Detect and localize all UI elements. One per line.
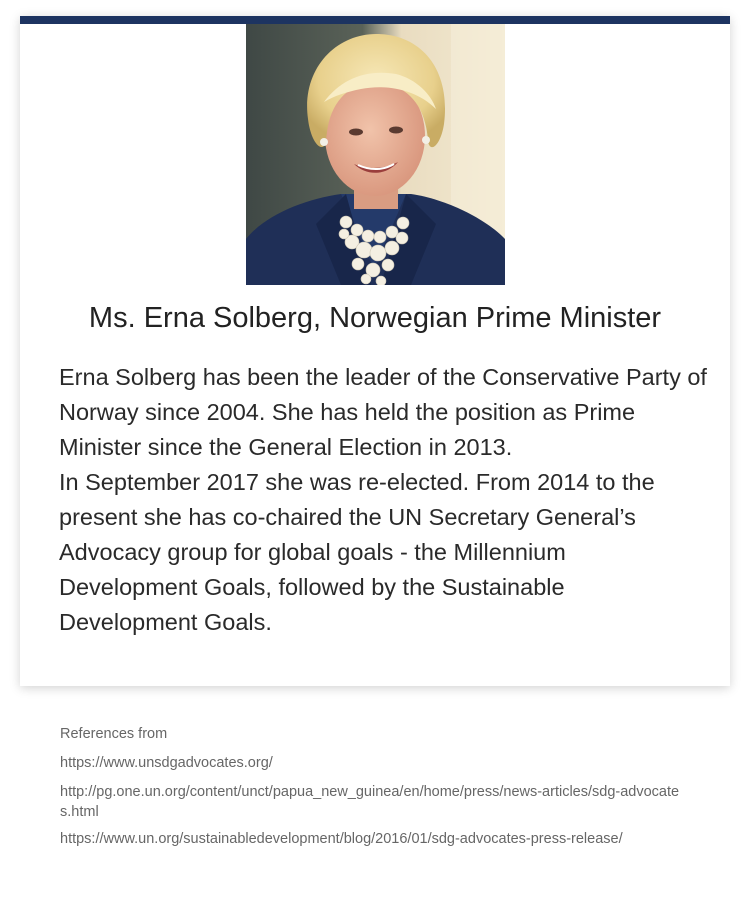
reference-link-un-press-release[interactable]: https://www.un.org/sustainabledevelopment/blog/2016/01/sdg-advocates-press-release/ (60, 831, 623, 847)
profile-title: Ms. Erna Solberg, Norwegian Prime Minister (88, 302, 662, 334)
profile-card (20, 16, 730, 686)
portrait-photo (246, 24, 505, 285)
bio-paragraph: Erna Solberg has been the leader of the Conservative Party of Norway since 2004. She has held the position as Prime Minister since the General Election in 2013. (59, 364, 707, 460)
bio-paragraph: In September 2017 she was re-elected. From 2014 to the present she has co-chaired the UN Secretary General’s Advocacy group for global goals - the Millennium Development Goals, followed by the Sustainable Development Goals. (59, 469, 655, 635)
reference-link-pg-one-un[interactable]: http://pg.one.un.org/content/unct/papua_new_guinea/en/home/press/news-articles/sdg-advocates.html (60, 784, 680, 820)
references-section (60, 724, 680, 858)
references-heading: References from (60, 726, 168, 742)
reference-link-unsdgadvocates[interactable]: https://www.unsdgadvocates.org/ (60, 755, 273, 771)
profile-bio (59, 360, 709, 640)
card-accent-bar (20, 16, 730, 24)
